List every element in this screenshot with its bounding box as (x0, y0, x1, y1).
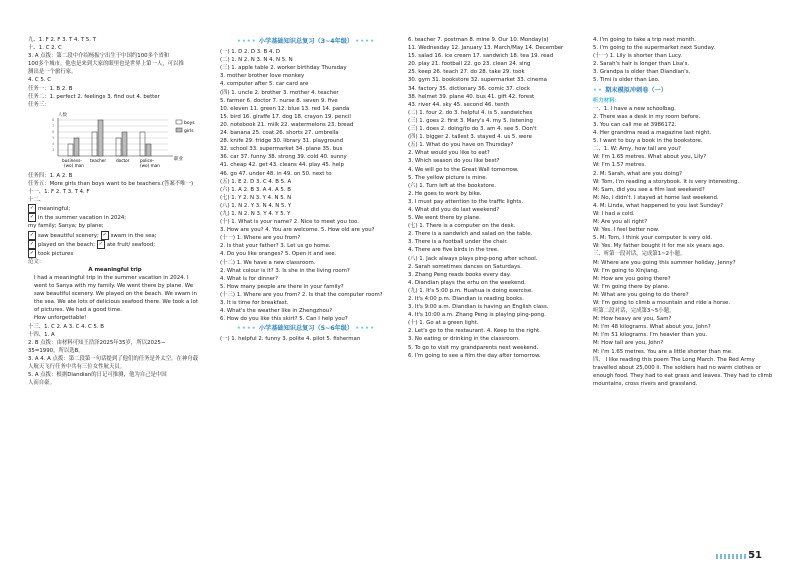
answer-line: 测出是一个旅行家。 (28, 69, 77, 76)
answer-line: 3. How are you? 4. You are welcome. 5. How old are you? (220, 227, 375, 234)
answer-line: 十四、1. A (28, 331, 55, 338)
svg-text:(wo) man: (wo) man (140, 162, 160, 168)
answer-line: (十一) 1. Lily is shorter than Lucy. (593, 53, 682, 60)
answer-line: (五) 1. E 2. D 3. C 4. B 5. A (220, 178, 292, 185)
answer-line: (九) 1. It's 5:00 p.m. Huahua is doing exercise. (408, 287, 533, 294)
page-number: 51 (748, 550, 762, 561)
answer-line: 4. Her grandma read a magazine last night. (593, 130, 712, 137)
check-icon: ✓ (29, 240, 35, 247)
column-1 (28, 36, 202, 387)
answer-line: 人航天飞行任务中共有三位女性航天员。 (28, 364, 126, 370)
answer-line: 人而自豪。 (28, 380, 55, 387)
answer-line: (三) 1. goes 2. first 3. Mary's 4. my 5. listening (408, 117, 533, 124)
answer-line: 2. M: Sarah, what are you doing? (593, 170, 683, 177)
answer-line: 46. go 47. under 48. in 49. on 50. next to (220, 170, 332, 177)
answer-line: 5. I'm going to the supermarket next Sunday. (593, 45, 716, 52)
essay-end: How unforgettable! (34, 315, 87, 322)
answer-line: M: Sam, did you see a film last weekend? (593, 186, 705, 193)
answer-line: 九、1. F 2. F 3. T 4. T 5. T (28, 37, 96, 43)
column-3 (408, 36, 580, 360)
answer-line: 2. It's 4:00 p.m. Diandian is reading books. (408, 296, 524, 302)
answer-line: 36. car 37. funny 38. strong 39. cold 40. sunny (220, 154, 347, 161)
answer-line: 25. keep 26. teach 27. do 28. take 29. took (408, 69, 525, 76)
answer-line: 30. gym 31. bookstore 32. supermarket 33. cinema (408, 77, 547, 84)
check-icon: ✓ (29, 249, 35, 256)
answer-line: M: How tall are you, John? (593, 340, 664, 347)
answer-line: 34. factory 35. dictionary 36. comic 37. clock (408, 85, 531, 92)
tick-item: ✓ saw beautiful scenery; ✓ swam in the sea; (29, 231, 157, 239)
svg-text:3: 3 (52, 147, 55, 152)
answer-line: M: I'm 48 kilograms. What about you, John? (593, 324, 711, 331)
answer-line: W: I'm going to Xinjiang. (593, 267, 659, 274)
answer-line: (十) 1. Go at a green light. (408, 320, 479, 327)
answer-line: 5. We went there by plane. (408, 215, 481, 222)
check-icon: ✓ (102, 231, 107, 238)
answer-line: 3. Grandpa is older than Diandian's. (593, 69, 691, 76)
answer-line: 5. Timi is older than Leo. (593, 77, 660, 84)
answer-line: (三) 1. apple table 2. worker birthday Thursday (220, 65, 347, 72)
answer-line: 3. You can call me at 3986172. (593, 121, 677, 128)
answer-line: (十) 1. What is your name? 2. Nice to meet you too. (220, 219, 359, 226)
answer-line: 听第二段对话，完成第3~5小题。 (593, 308, 675, 315)
category-1: business- (62, 157, 82, 163)
legend-girls: girls (184, 128, 194, 134)
answer-line: 十、1. C 2. C (28, 45, 62, 52)
answer-line: 2. He goes to work by bike. (408, 190, 482, 197)
tick-item: ✓ took pictures (29, 249, 74, 257)
answer-line: 41. cheap 42. get 43. cleans 44. play 45. help (220, 162, 344, 169)
tick-item: ✓ in the summer vacation in 2024; (29, 214, 127, 222)
answer-line: M: I'm 51 kilograms. I'm heavier than you. (593, 332, 708, 339)
answer-line: (七) 1. Y 2. N 3. Y 4. N 5. N (220, 194, 292, 201)
column-4 (593, 36, 773, 388)
answer-line: 2. Let's go to the restaurant. 4. Keep to the right. (408, 328, 541, 335)
answer-line: 35=1990，所以选B。 (28, 347, 84, 354)
answer-line: 5. How many people are there in your family? (220, 283, 344, 290)
svg-text:6: 6 (52, 129, 55, 134)
answer-line: 3. Which season do you like best? (408, 158, 500, 165)
answer-line: 5. The yellow picture is mine. (408, 174, 488, 181)
answer-line: (十一) 1. Where are you from? (220, 235, 301, 242)
answer-line: 15. bird 16. giraffe 17. dog 18. crayon 19. pencil (220, 113, 351, 120)
answer-line: 2. Is that your father? 3. Let us go home. (220, 243, 331, 250)
answer-line: 4. Do you like oranges? 5. Open it and see. (220, 251, 337, 258)
answer-line: (一) 1. helpful 2. funny 3. polite 4. pilot 5. fisherman (220, 336, 361, 343)
answer-line: 43. river 44. sky 45. second 46. tenth (408, 101, 510, 108)
answer-line: (九) 1. N 2. N 3. Y 4. Y 5. Y (220, 210, 291, 217)
answer-line: 十二、 (28, 197, 45, 204)
essay-title: A meaningful trip (88, 266, 142, 273)
answer-line: W: Yes. My father bought it for me six years ago. (593, 243, 725, 250)
answer-line: (八) 1. N 2. Y 3. N 4. N 5. Y (220, 202, 292, 209)
svg-text:7: 7 (52, 123, 55, 128)
answer-line: 15. salad 16. ice cream 17. sandwich 18. tea 19. read (408, 53, 554, 60)
answer-line: (六) 1. A 2. B 3. A 4. A 5. B (220, 186, 291, 193)
check-icon: ✓ (29, 214, 35, 221)
answer-line: 4. We will go to the Great Wall tomorrow. (408, 166, 519, 173)
answer-line: 4. It's 10:00 a.m. Zhang Peng is playing ping-pong. (408, 312, 546, 319)
answer-line: 2. What would you like to eat? (408, 150, 490, 157)
answer-line: 5. A 点拨：根据Diandian的日记可推测，他为自己是中国 (28, 372, 167, 379)
chart-ylabel: 人数 (58, 112, 67, 118)
answer-line: 任务四：1. A 2. B (28, 172, 73, 179)
answer-line: (一) 1. D 2. D 3. B 4. D (220, 49, 281, 56)
svg-text:5: 5 (52, 135, 55, 140)
listening-label: 听力材料： (593, 97, 620, 104)
answer-line: 5. To go to visit my grandparents next weekend. (408, 344, 539, 351)
answer-line: M: No, I didn't. I stayed at home last weekend. (593, 194, 719, 201)
legend-boys: boys (184, 120, 195, 126)
answer-line: 5. farmer 6. doctor 7. nurse 8. seven 9. five (220, 97, 338, 104)
answer-line: W: I'm going to climb a mountain and ride a horse. (593, 300, 731, 306)
answer-line: W: I had a cold. (593, 210, 635, 217)
answer-line: (六) 1. Turn left at the bookstore. (408, 182, 496, 189)
answer-line: W: Tom, I'm reading a storybook. It is very interesting. (593, 178, 740, 185)
answer-line: (二) 1. N 2. N 3. N 4. N 5. N (220, 57, 293, 64)
answer-line: 任务三： (28, 101, 50, 108)
answer-line: 2. Sarah's hair is longer than Lisa's. (593, 61, 690, 68)
answer-line: 4. What is for dinner? (220, 275, 279, 282)
answer-line: 32. school 33. supermarket 34. plane 35. bus (220, 146, 343, 153)
page-decoration (716, 554, 746, 559)
check-icon: ✓ (98, 240, 103, 247)
section-header: •••• 小学基础知识总复习（3~4年级） •••• (236, 38, 376, 45)
answer-line: 十三、1. C 2. A 3. C 4. C 5. B (28, 323, 104, 330)
tick-item: ✓ played on the beach; ✓ ate fruit/ seafood; (29, 240, 156, 248)
answer-line: M: I'm 1.65 metres. You are a little shorter than me. (593, 348, 733, 355)
tick-item: ✓ meaningful; (29, 205, 71, 213)
answer-line: 3. It's 9:00 a.m. Diandian is having an English class. (408, 304, 549, 311)
answer-line: 11. Wednesday 12. January 13. March/May 14. December (408, 45, 564, 52)
answer-line: M: Where are you going this summer holiday, Jenny? (593, 259, 736, 266)
answer-line: 4. M: Linda, what happened to you last Sunday? (593, 202, 724, 209)
answer-line: 20. play 21. football 22. go 23. clean 24. sing (408, 61, 531, 68)
answer-line: (二) 1. four 2. do 3. helpful 4. is 5. sandwiches (408, 109, 533, 116)
answer-line: M: How are you going there? (593, 275, 671, 282)
svg-text:8: 8 (52, 117, 55, 122)
poem-paragraph: 四、 I like reading this poem The Long March. The Red Army travelled about 25,000 li. The soldiers had no warm clothes or enough food. They had to eat grass and leaves. They had to climb mountains, cross rivers and grassland. (593, 356, 773, 387)
answer-line: 4. What did you do last weekend? (408, 206, 500, 213)
answer-line: 4. What's the weather like in Zhengzhou? (220, 308, 333, 315)
answer-line: 3. Zhang Peng reads books every day. (408, 271, 511, 278)
section-header: •••• 小学基础知识总复习（5~6年级） •••• (236, 325, 376, 333)
answer-line: (十三) 1. Where are you from? 2. Is that the computer room? (220, 291, 383, 298)
answer-line: (五) 1. What do you have on Thursday? (408, 142, 514, 149)
answer-line: 6. teacher 7. postman 8. mine 9. Our 10. Monday(s) (408, 37, 549, 43)
answer-line: 3. mother brother love monkey (220, 73, 305, 80)
answer-line: W: Yes. I feel better now. (593, 227, 660, 234)
column-2 (220, 36, 392, 343)
answer-line: (八) 1. Jack always plays ping-pong after school. (408, 255, 538, 262)
section-header: •• 期末模拟冲刺卷（一） (593, 86, 667, 94)
category-3: doctor (116, 157, 130, 163)
answer-line: 4. C 5. C (28, 77, 51, 84)
essay-label: 范文： (28, 258, 45, 265)
answer-line: 一、1. I have a new schoolbag. (593, 105, 676, 112)
answer-line: 3. I must pay attention to the traffic lights. (408, 198, 524, 205)
answer-line: 3. A 点拨：第二段中介绍杨振宁出生于中国约100多个省和 (28, 53, 170, 60)
answer-line: 二、1. W: Amy, how tall are you? (593, 146, 681, 153)
answer-line: 十一、1. F 2. T 3. T 4. F (28, 189, 90, 196)
answer-line: 4. There are five birds in the tree. (408, 247, 499, 254)
answer-line: 2. There was a desk in my room before. (593, 113, 701, 120)
answer-line: 6. I'm going to see a film the day after tomorrow. (408, 352, 541, 359)
category-4: police- (140, 157, 154, 163)
answer-line: (十二) 1. We have a new classroom. (220, 259, 316, 266)
answer-line: 6. How do you like this skirt? 5. Can I help you? (220, 316, 348, 323)
answer-line: 10. eleven 11. green 12. blue 13. red 14. panda (220, 105, 350, 112)
answer-line: 4. I'm going to take a trip next month. (593, 37, 697, 43)
answer-line: (四) 1. bigger 2. tallest 3. stayed 4. us 5. were (408, 134, 532, 141)
chart-svg (28, 110, 202, 170)
answer-line: (三) 1. does 2. doing/to do 3. am 4. see 5. Don't (408, 126, 537, 133)
answer-line: 3. It is time for breakfast. (220, 300, 289, 306)
chart-xlabel: 职业 (174, 156, 183, 162)
answer-line: 任务一：1. B 2. B (28, 85, 73, 92)
answer-line: 5. M: Tom, I think your computer is very old. (593, 235, 713, 242)
answer-line: 20. notebook 21. milk 22. watermelons 23. bread (220, 121, 354, 128)
answer-line: 28. knife 29. fridge 30. library 31. playground (220, 138, 344, 145)
answer-line: 4. computer after 5. car card are (220, 81, 309, 88)
answer-line: 3. There is a football under the chair. (408, 239, 508, 246)
answer-line: M: Are you all right? (593, 219, 648, 226)
answer-line: W: I'm 1.57 metres. (593, 162, 646, 169)
answer-line: 任务二：1. perfect 2. feelings 3. find out 4. better (28, 93, 160, 100)
answer-line: 2. What colour is it? 3. Is she in the living room? (220, 267, 350, 274)
answer-line: 2. B 点拨：由材料可知王浩泽2025年35岁，所以2025− (28, 339, 166, 346)
bar-chart (28, 110, 202, 170)
answer-line: 2. There is a sandwich and salad on the table. (408, 231, 533, 238)
answer-line: 24. banana 25. coat 26. shorts 27. umbrella (220, 130, 339, 137)
answer-line: 三、听第一段对话，完成第1~2小题。 (593, 251, 686, 258)
essay-body: I had a meaningful trip in the summer vacation in 2024. I went to Sanya with my family. We went there by plane. We saw beautiful scenery. We played on the beach. We swam in the sea. We ate lots of delicious seafood there. We took a lot of pictures. We had a good time. (34, 274, 198, 314)
answer-line: W: I'm 1.65 metres. What about you, Lily? (593, 154, 707, 161)
answer-line: 4. Diandian plays the erhu on the weekend. (408, 279, 526, 286)
category-2: teacher (90, 157, 107, 163)
check-icon: ✓ (29, 231, 35, 238)
answer-line: 100多个城市。他也是来到大家的眼里也是世界上第一人，可以推 (28, 61, 184, 68)
answer-line: 5. I want to buy a book in the bookstore. (593, 138, 703, 145)
answer-line: M: What are you going to do there? (593, 291, 689, 298)
answer-line: 38. helmet 39. plane 40. bus 41. gift 42. forest (408, 93, 535, 100)
answer-line: 3. A 4. A 点拨：第二段第一句话提到了他们的任务是外太空。在神舟载 (28, 355, 199, 362)
answer-line: (四) 1. uncle 2. brother 3. mother 4. teacher (220, 89, 339, 96)
answer-line: M: How heavy are you, Sam? (593, 316, 672, 323)
svg-text:4: 4 (52, 141, 55, 146)
check-icon: ✓ (29, 205, 35, 212)
answer-line: 2. Sarah sometimes dances on Saturdays. (408, 263, 522, 270)
svg-text:(wo) man: (wo) man (64, 162, 84, 168)
answer-line: 3. No eating or drinking in the classroom. (408, 336, 520, 343)
answer-line: W: I'm going there by plane. (593, 283, 670, 290)
answer-line: 任务五：More girls than boys want to be teachers.(答案不唯一) (28, 180, 194, 187)
answer-line: (七) 1. There is a computer on the desk. (408, 223, 516, 230)
tick-item: my family; Sanya; by plane; (28, 223, 104, 230)
